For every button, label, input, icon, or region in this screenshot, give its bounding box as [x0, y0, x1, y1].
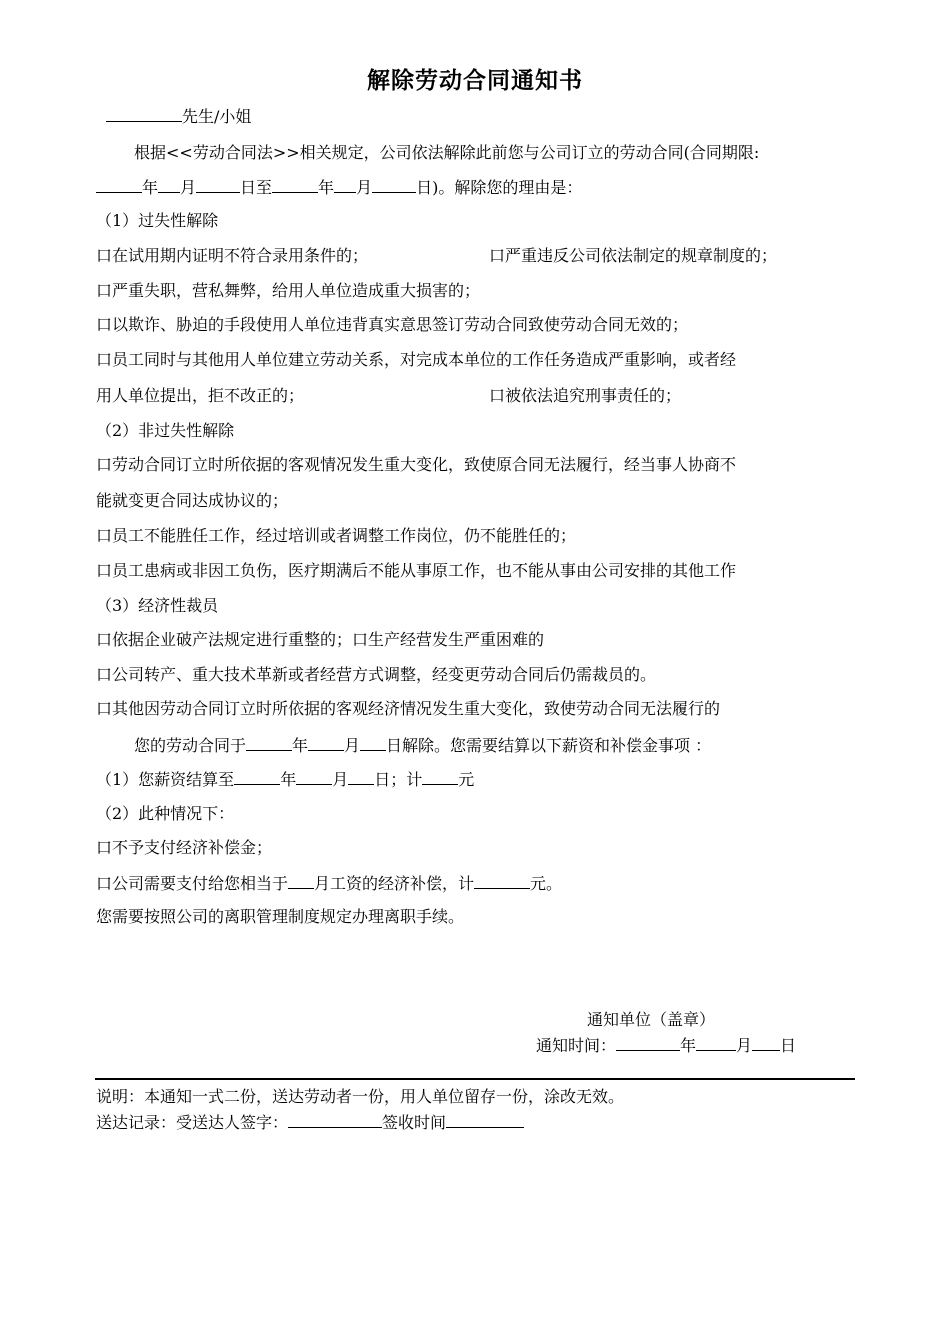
- start-day-blank: [196, 177, 240, 193]
- termination-date-line: 您的劳动合同于 年 月 日解除。您需要结算以下薪资和补偿金事项 ：: [134, 736, 712, 755]
- no-compensation-option: 口不予支付经济补偿金；: [96, 838, 273, 857]
- termination-day-blank: [360, 735, 386, 751]
- start-month-blank: [158, 177, 180, 193]
- end-year-blank: [272, 177, 318, 193]
- document-title: 解除劳动合同通知书: [367, 68, 583, 94]
- recipient-signature-blank: [288, 1112, 382, 1128]
- notice-month-blank: [696, 1035, 736, 1051]
- salary-settlement-line: （1）您薪资结算至 年 月 日；计 元: [96, 770, 475, 789]
- section-1-heading: （1）过失性解除: [96, 211, 219, 230]
- receipt-time-blank: [446, 1112, 524, 1128]
- section-1-item-1: 口在试用期内证明不符合录用条件的；: [96, 246, 369, 265]
- section-2-item-1-a: 口劳动合同订立时所依据的客观情况发生重大变化，致使原合同无法履行，经当事人协商不: [96, 455, 737, 474]
- start-year-blank: [96, 177, 142, 193]
- delivery-record-line: 送达记录：受送达人签字： 签收时间: [96, 1112, 524, 1133]
- section-2-item-3: 口员工患病或非因工负伤，医疗期满后不能从事原工作，也不能从事由公司安排的其他工作: [96, 561, 737, 580]
- section-1-item-2: 口严重违反公司依法制定的规章制度的；: [489, 246, 778, 265]
- section-1-item-3: 口严重失职，营私舞弊，给用人单位造成重大损害的；: [96, 281, 481, 300]
- footer-divider: [95, 1078, 855, 1080]
- compensation-amount-blank: [474, 873, 530, 889]
- intro-line-2: 年 月 日至 年 月 日)。解除您的理由是：: [96, 177, 582, 198]
- section-3-item-1: 口依据企业破产法规定进行重整的；口生产经营发生严重困难的: [96, 630, 545, 649]
- salary-year-blank: [234, 769, 280, 785]
- salary-amount-blank: [422, 769, 458, 785]
- section-1-item-5-b: 用人单位提出，拒不改正的；: [96, 386, 305, 405]
- salutation-text: 先生/小姐: [182, 107, 252, 126]
- end-day-blank: [372, 177, 416, 193]
- termination-month-blank: [308, 735, 344, 751]
- section-3-item-2: 口公司转产、重大技术革新或者经营方式调整，经变更劳动合同后仍需裁员的。: [96, 665, 657, 684]
- section-3-item-3: 口其他因劳动合同订立时所依据的客观经济情况发生重大变化，致使劳动合同无法履行的: [96, 699, 721, 718]
- section-1-item-6: 口被依法追究刑事责任的；: [489, 386, 682, 405]
- section-3-heading: （3）经济性裁员: [96, 596, 219, 615]
- salutation-line: [106, 106, 251, 127]
- notice-day-blank: [752, 1035, 780, 1051]
- notice-date-line: 通知时间： 年 月 日: [536, 1036, 797, 1055]
- compensation-months-blank: [288, 873, 314, 889]
- end-month-blank: [334, 177, 356, 193]
- section-2-item-2: 口员工不能胜任工作，经过培训或者调整工作岗位，仍不能胜任的；: [96, 526, 577, 545]
- compensation-option: 口公司需要支付给您相当于 月工资的经济补偿，计 元。: [96, 874, 563, 893]
- compensation-condition: （2）此种情况下：: [96, 804, 235, 823]
- issuing-unit-seal: 通知单位（盖章）: [587, 1010, 716, 1029]
- section-2-item-1-b: 能就变更合同达成协议的；: [96, 491, 289, 510]
- salary-month-blank: [296, 769, 332, 785]
- name-blank: [106, 106, 182, 122]
- section-2-heading: （2）非过失性解除: [96, 421, 235, 440]
- footer-note: 说明：本通知一式二份，送达劳动者一份，用人单位留存一份，涂改无效。: [96, 1087, 625, 1106]
- intro-line-1: 根据<<劳动合同法>>相关规定，公司依法解除此前您与公司订立的劳动合同(合同期限:: [134, 143, 760, 162]
- salary-day-blank: [348, 769, 374, 785]
- notice-year-blank: [616, 1035, 680, 1051]
- section-1-item-5-a: 口员工同时与其他用人单位建立劳动关系，对完成本单位的工作任务造成严重影响，或者经: [96, 350, 737, 369]
- termination-year-blank: [246, 735, 292, 751]
- section-1-item-4: 口以欺诈、胁迫的手段使用人单位违背真实意思签订劳动合同致使劳动合同无效的；: [96, 315, 689, 334]
- resignation-procedure-note: 您需要按照公司的离职管理制度规定办理离职手续。: [96, 907, 465, 926]
